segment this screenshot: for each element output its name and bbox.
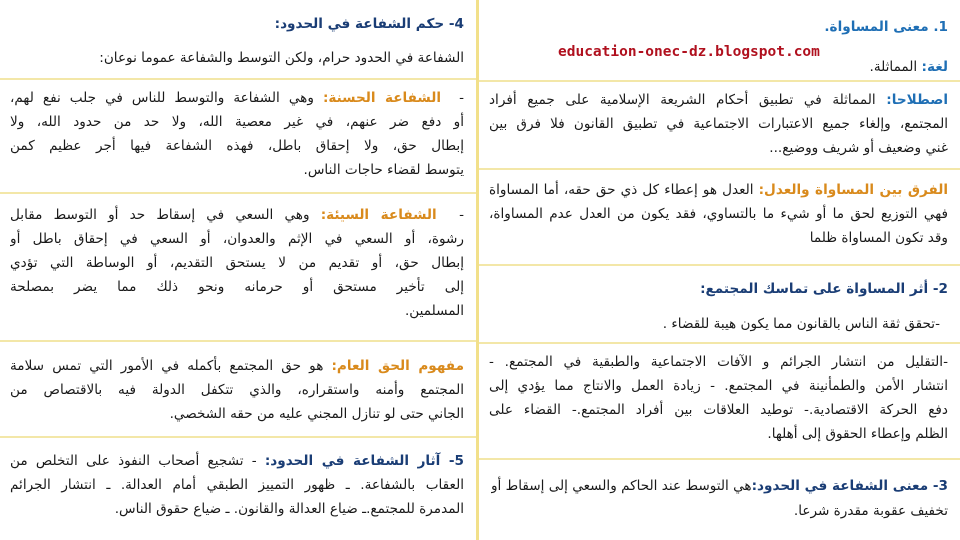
section-2-text-1: -التقليل من انتشار الجرائم و الآفات الاجتماعية والطبقية في المجتمع. -	[489, 354, 948, 370]
bad-text-1: وهي السعي في إسقاط حد أو التوسط مقابل	[10, 207, 321, 223]
lugha-label: لغة:	[921, 59, 948, 75]
public-right-line-1	[10, 354, 464, 378]
section-4-intro: الشفاعة في الحدود حرام، ولكن التوسط والشفاعة عموما نوعان:	[99, 50, 464, 66]
good-text-1: وهي الشفاعة والتوسط للناس في جلب نفع لهم،	[10, 90, 323, 106]
good-line-1: - الشفاعة الحسنة: وهي الشفاعة والتوسط للناس في جلب نفع لهم،	[10, 90, 464, 106]
istilah-text-1: المماثلة في تطبيق أحكام الشريعة الإسلامية على جميع أفراد	[489, 92, 887, 108]
separator	[0, 436, 476, 438]
separator	[0, 78, 476, 80]
bad-intercession-label: الشفاعة السيئة:	[320, 207, 437, 223]
bad-text-4: إلى تأخير مستحق أو حرمانه ونحو ذلك مما يضر بمصلحة	[10, 279, 464, 295]
istilah-text-2: المجتمع، وإلغاء جميع الاعتبارات الاجتماعية في تطبيق القانون فلا فرق بين	[489, 116, 948, 132]
section-3-text-1: هي التوسط عند الحاكم والسعي إلى إسقاط أو	[490, 478, 752, 494]
section-2-bullet: -تحقق ثقة الناس بالقانون مما يكون هيبة للقضاء .	[662, 316, 940, 332]
section-3-text-2: تخفيف عقوبة مقدرة شرعا.	[793, 503, 948, 519]
section-1-heading	[824, 15, 948, 39]
lugha-text: المماثلة.	[869, 59, 922, 75]
section-5-line-1	[10, 449, 464, 473]
section-5-text-2: العقاب بالشفاعة. ـ ظهور التمييز الطبقي أمام العدالة. ـ انتشار الجرائم	[10, 477, 464, 493]
public-right-text-2: المجتمع وأمنه واستقراره، والذي تتكفل الدولة فيه بالاقتصاص من	[10, 382, 464, 398]
public-right-label: مفهوم الحق العام:	[331, 358, 464, 374]
farq-line-1	[489, 178, 948, 202]
public-right-text-3: الجاني حتى لو تنازل المجني عليه من حقه الشخصي.	[169, 406, 464, 422]
farq-label: الفرق بين المساواة والعدل:	[758, 182, 948, 198]
section-4-title: 4- حكم الشفاعة في الحدود:	[274, 16, 464, 32]
farq-text-3: وقد تكون المساواة ظلما	[809, 230, 948, 246]
separator	[0, 340, 476, 342]
farq-text-1: العدل هو إعطاء كل ذي حق حقه، أما المساواة	[489, 182, 759, 198]
public-right-text-1: هو حق المجتمع بأكمله في الأمور التي تمس سلامة	[10, 358, 332, 374]
istilah-text-3: غني وضعيف أو شريف ووضيع...	[769, 140, 948, 156]
section-5-text-3: المدمرة للمجتمع.ـ ضياع العدالة والقانون. ـ ضياع حقوق الناس.	[114, 501, 464, 517]
right-column	[479, 0, 960, 540]
separator	[0, 192, 476, 194]
separator	[479, 458, 960, 460]
good-text-4: يتوسط لقضاء حاجات الناس.	[303, 162, 464, 178]
bad-line-1: - الشفاعة السيئة: وهي السعي في إسقاط حد أو التوسط مقابل	[10, 207, 464, 223]
section-5-title: 5- آثار الشفاعة في الحدود:	[264, 453, 464, 469]
section-2-heading	[700, 277, 948, 301]
section-4-heading	[275, 12, 464, 36]
left-column	[0, 0, 476, 540]
bad-text-5: المسلمين.	[404, 303, 464, 319]
lugha-line	[870, 55, 948, 79]
separator	[479, 168, 960, 170]
section-3-line-1	[491, 474, 948, 498]
istilah-label: اصطلاحا:	[886, 92, 948, 108]
good-text-3: إبطال حق، ولا إحقاق باطل، فهذه الشفاعة فيها أجر عظيم كمن	[10, 138, 464, 154]
separator	[479, 80, 960, 82]
section-2-text-2: انتشار الأمن والطمأنينة في المجتمع. - زيادة العمل والانتاج مما يؤدي إلى	[489, 378, 948, 394]
good-text-2: أو دفع ضر عنهم، في غير معصية الله، ولا حد من حدود الله، ولا	[10, 114, 464, 130]
blog-watermark: education-onec-dz.blogspot.com	[558, 44, 820, 60]
section-1-title: 1. معنى المساواة.	[824, 19, 948, 35]
section-2-title: 2- أثر المساواة على تماسك المجتمع:	[700, 281, 948, 297]
section-2-text-4: الظلم وإعطاء الحقوق إلى أهلها.	[767, 426, 948, 442]
bad-text-2: رشوة، أو السعي في الإثم والعدوان، أو السعي في إحقاق باطل أو	[10, 231, 464, 247]
separator	[479, 264, 960, 266]
istilah-line-1	[489, 88, 948, 112]
section-3-title: 3- معنى الشفاعة في الحدود:	[751, 478, 948, 494]
section-2-text-3: دفع الحركة الاقتصادية.- توطيد العلاقات بين أفراد المجتمع.- القضاء على	[489, 402, 948, 418]
farq-text-2: فهي التوزيع لحق ما أو شيء ما بالتساوي، فقد يكون من العدل عدم المساواة،	[489, 206, 948, 222]
separator	[479, 342, 960, 344]
good-intercession-label: الشفاعة الحسنة:	[322, 90, 442, 106]
bad-text-3: إبطال حق، أو تقديم من لا يستحق التقديم، أو الوساطة التي تؤدي	[10, 255, 464, 271]
section-5-text-1: - تشجيع أصحاب النفوذ على التخلص من	[10, 453, 265, 469]
